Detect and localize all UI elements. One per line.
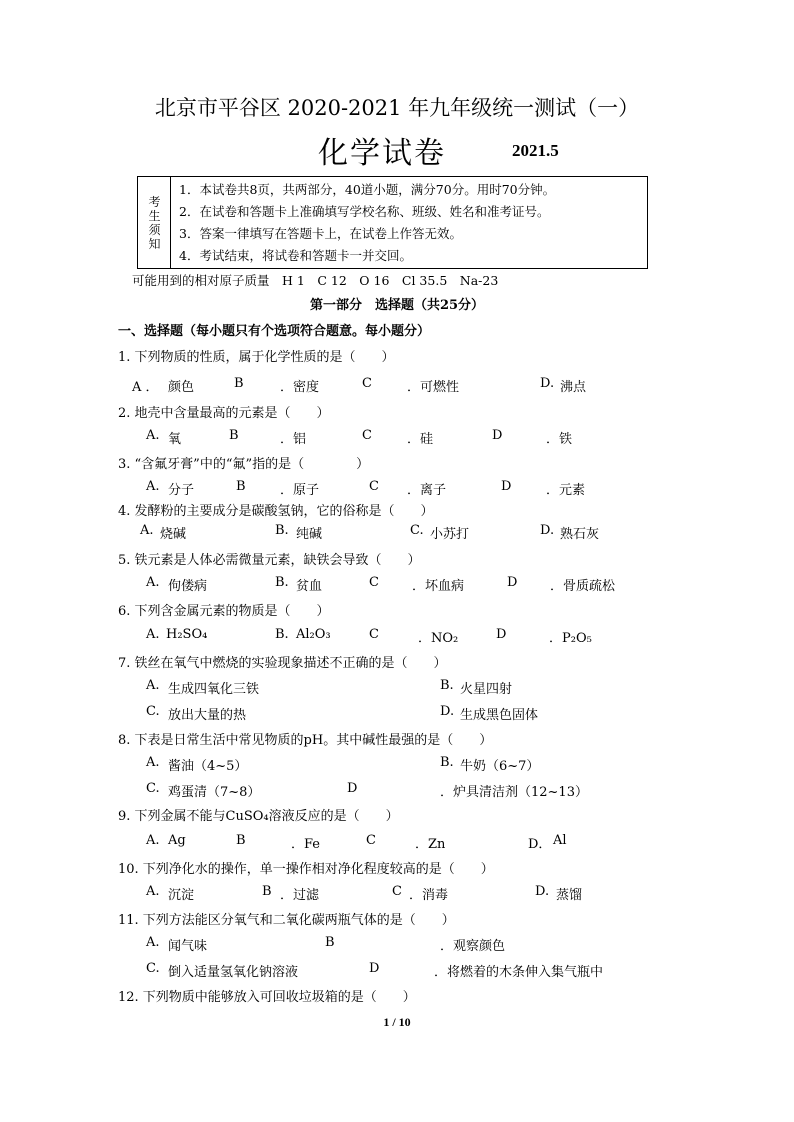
option-label: B.	[440, 678, 454, 693]
option-text: 放出大量的热	[168, 708, 247, 723]
option-label: A.	[146, 575, 160, 590]
option-text: Ag	[168, 833, 186, 848]
option-label: A.	[146, 428, 160, 443]
option-text: 生成四氧化三铁	[168, 682, 260, 697]
option-label: D	[369, 961, 380, 976]
notice-item: 2．在试卷和答题卡上准确填写学校名称、班级、姓名和准考证号。	[179, 204, 550, 219]
option-text: 熟石灰	[560, 527, 600, 542]
notice-item: 1．本试卷共8页，共两部分，40道小题，满分70分。用时70分钟。	[179, 182, 556, 197]
option-label: C.	[146, 704, 160, 719]
question-stem: 3. “含氟牙膏”中的“氟”指的是（ ）	[118, 457, 370, 472]
option-label: A.	[146, 833, 160, 848]
option-text: ．铁	[546, 432, 573, 447]
option-text: H₂SO₄	[166, 627, 208, 642]
option-text: 小苏打	[430, 527, 470, 542]
option-label: B	[234, 376, 244, 391]
notice-box	[137, 176, 648, 269]
option-label: D．	[528, 837, 552, 852]
option-label: D	[507, 575, 518, 590]
option-label: B.	[275, 575, 289, 590]
option-text: 沸点	[560, 380, 587, 395]
option-label: D.	[535, 884, 550, 899]
option-label: A.	[146, 678, 160, 693]
page-number: 1 / 10	[383, 1015, 411, 1029]
question-stem: 4. 发酵粉的主要成分是碳酸氢钠，它的俗称是（ ）	[118, 504, 434, 519]
option-text: 闻气味	[168, 939, 208, 954]
exam-subject: 化学试卷	[318, 136, 446, 171]
section-title: 一、选择题（每小题只有个选项符合题意。每小题分）	[118, 324, 431, 339]
option-text: ．元素	[546, 483, 586, 498]
option-text: Al	[553, 833, 567, 848]
option-text: Al₂O₃	[296, 627, 331, 642]
option-label: B.	[275, 627, 289, 642]
exam-title: 北京市平谷区 2020-2021 年九年级统一测试（一）	[154, 96, 640, 120]
option-label: D.	[540, 376, 555, 391]
option-text: ．离子	[407, 483, 447, 498]
option-text: ．过滤	[280, 888, 320, 903]
option-label: C	[362, 376, 372, 391]
option-label: D.	[540, 523, 555, 538]
option-text: ．Fe	[291, 837, 321, 852]
option-text: ．原子	[280, 483, 320, 498]
option-text: ．P₂O₅	[549, 631, 592, 646]
notice-item: 3．答案一律填写在答题卡上，在试卷上作答无效。	[179, 226, 462, 241]
notice-item: 4．考试结束，将试卷和答题卡一并交回。	[179, 248, 412, 263]
option-text: 生成黑色固体	[460, 708, 539, 723]
option-text: 牛奶（6~7）	[460, 759, 540, 774]
option-label: C	[362, 428, 372, 443]
option-label: A.	[146, 755, 160, 770]
notice-label	[138, 177, 171, 268]
notice-label-char: 须	[148, 223, 161, 237]
option-text: 贫血	[296, 579, 323, 594]
option-text: 火星四射	[460, 682, 513, 697]
option-label: C	[369, 479, 379, 494]
option-label: B.	[440, 755, 454, 770]
notice-label-char: 生	[148, 209, 161, 223]
option-label: B	[229, 428, 239, 443]
option-text: ．将燃着的木条伸入集气瓶中	[434, 965, 604, 980]
option-label: D	[496, 627, 507, 642]
part-title: 第一部分 选择题（共25分）	[309, 298, 485, 313]
option-text: ．骨质疏松	[550, 579, 616, 594]
option-text: 纯碱	[296, 527, 323, 542]
option-label: A.	[146, 479, 160, 494]
question-stem: 12. 下列物质中能够放入可回收垃圾箱的是（ ）	[118, 990, 416, 1005]
option-label: A.	[146, 884, 160, 899]
question-stem: 6. 下列含金属元素的物质是（ ）	[118, 604, 330, 619]
option-text: 酱油（4~5）	[168, 759, 248, 774]
option-text: ．可燃性	[407, 380, 460, 395]
option-label: B	[325, 935, 335, 950]
option-text: 鸡蛋清（7~8）	[168, 785, 261, 800]
notice-label-char: 考	[148, 195, 161, 209]
option-text: 烧碱	[160, 527, 187, 542]
option-label: C	[392, 884, 402, 899]
option-text: ．Zn	[415, 837, 446, 852]
atomic-masses: 可能用到的相对原子质量 H 1 C 12 O 16 Cl 35.5 Na-23	[132, 273, 499, 288]
option-label: C	[366, 833, 376, 848]
option-text: 倒入适量氢氧化钠溶液	[168, 965, 299, 980]
question-stem: 5. 铁元素是人体必需微量元素，缺铁会导致（ ）	[118, 553, 421, 568]
question-stem: 8. 下表是日常生活中常见物质的pH。其中碱性最强的是（ ）	[118, 733, 493, 748]
option-label: A.	[146, 627, 160, 642]
question-stem: 7. 铁丝在氧气中燃烧的实验现象描述不正确的是（ ）	[118, 656, 447, 671]
question-stem: 10. 下列净化水的操作，单一操作相对净化程度较高的是（ ）	[118, 862, 494, 877]
option-label: A.	[146, 935, 160, 950]
question-stem: 11. 下列方法能区分氧气和二氧化碳两瓶气体的是（ ）	[118, 913, 455, 928]
option-label: B	[262, 884, 272, 899]
option-text: ．坏血病	[412, 579, 465, 594]
option-text: 氧	[168, 432, 182, 447]
option-text: 蒸馏	[556, 888, 583, 903]
option-text: ．炉具清洁剂（12~13）	[440, 785, 588, 800]
option-text: ．消毒	[409, 888, 449, 903]
option-text: ．观察颜色	[440, 939, 506, 954]
option-label: C	[369, 627, 379, 642]
option-label: D	[492, 428, 503, 443]
option-label: B.	[275, 523, 289, 538]
option-text: 沉淀	[168, 888, 195, 903]
option-label: B	[236, 833, 246, 848]
question-stem: 2. 地壳中含量最高的元素是（ ）	[118, 406, 330, 421]
option-label: C	[369, 575, 379, 590]
option-label: A ．	[132, 380, 159, 395]
option-text: 分子	[168, 483, 195, 498]
exam-date: 2021.5	[512, 141, 559, 160]
question-stem: 9. 下列金属不能与CuSO₄溶液反应的是（ ）	[118, 809, 399, 824]
option-label: C.	[146, 781, 160, 796]
option-label: A.	[140, 523, 154, 538]
option-text: 颜色	[168, 380, 195, 395]
option-text: ．铝	[280, 432, 307, 447]
option-text: 佝偻病	[168, 579, 208, 594]
option-text: ．硅	[407, 432, 434, 447]
option-label: D	[501, 479, 512, 494]
question-stem: 1. 下列物质的性质，属于化学性质的是（ ）	[118, 350, 395, 365]
option-label: C.	[146, 961, 160, 976]
option-label: B	[236, 479, 246, 494]
option-text: ．NO₂	[418, 631, 459, 646]
option-label: D	[347, 781, 358, 796]
notice-label-char: 知	[148, 237, 161, 251]
option-label: C.	[410, 523, 424, 538]
option-text: ．密度	[280, 380, 320, 395]
option-label: D.	[440, 704, 455, 719]
